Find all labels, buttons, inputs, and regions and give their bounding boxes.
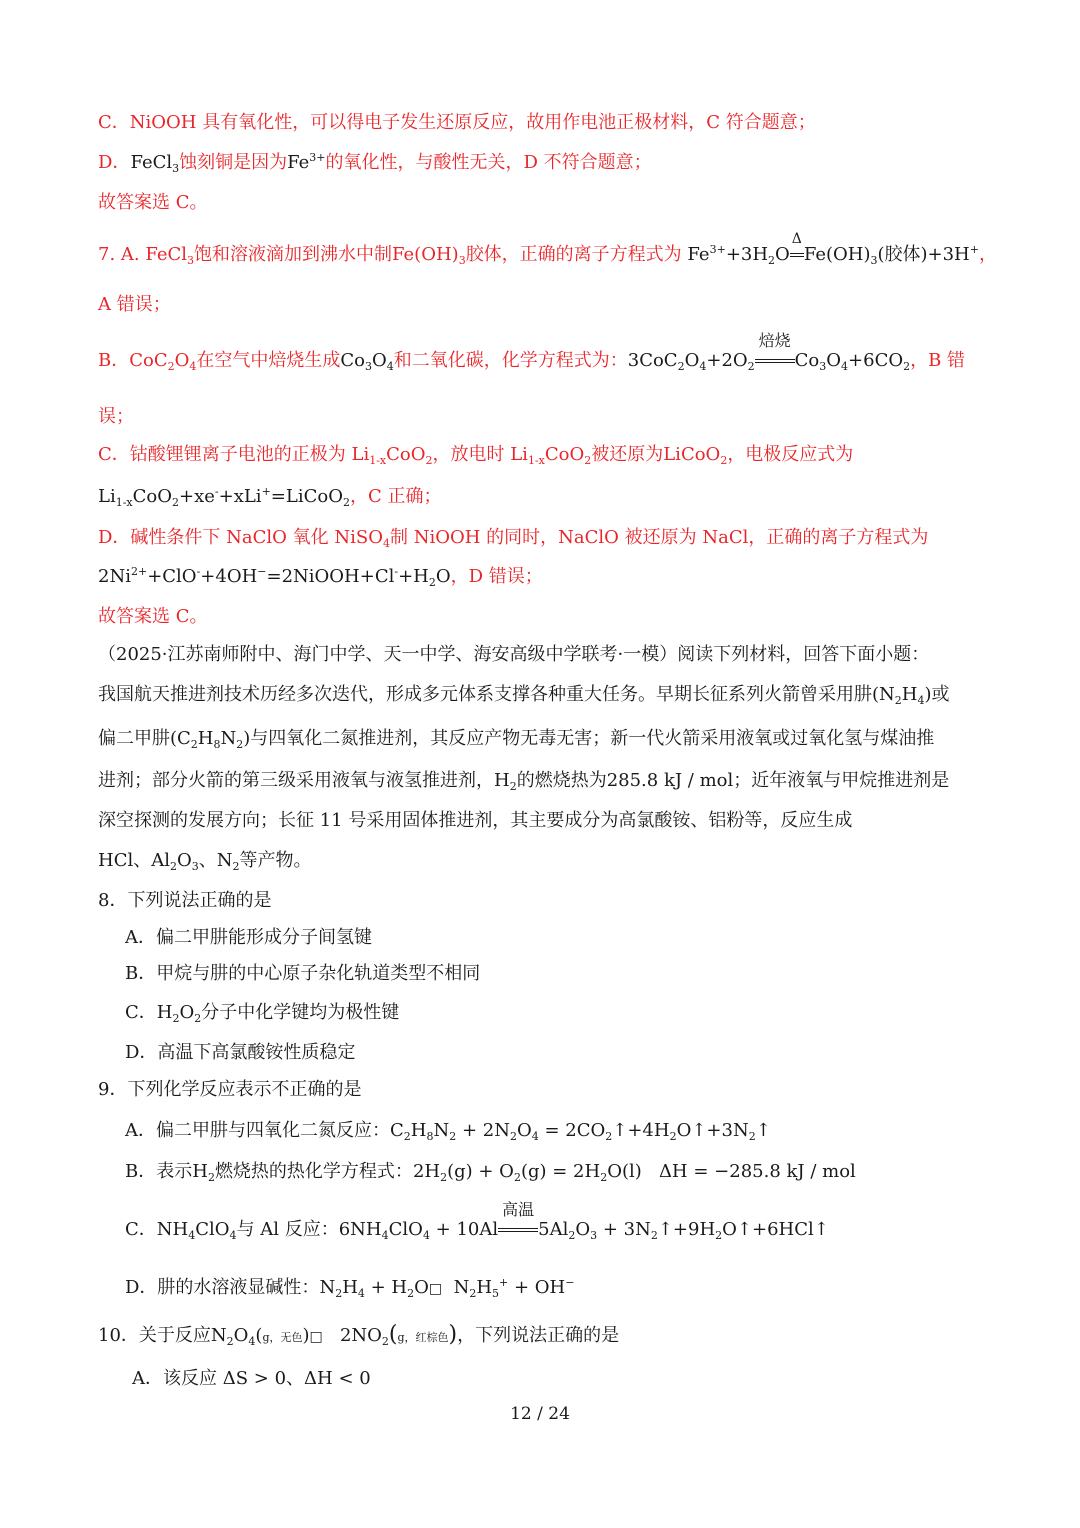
answer-c-line: [98, 110, 990, 136]
answer-conclusion: 故答案选 C。: [98, 192, 208, 213]
q9-option-d: D．肼的水溶液显碱性：$N_2H_4$ + $H_2O□$ $N_2H_5^+ + OH^-$: [125, 1276, 575, 1300]
q7-a-line: 7. A. FeCl$_3$饱和溶液滴加到沸水中制$Fe(OH)_3$胶体，正确的离子方程式为 $Fe^{3+}+3H_2O$ Δ $Fe(OH)_3$(胶体)+3H+，: [98, 231, 997, 267]
q7-c-equation: $Li_{1-x}CoO_2+xe^-+xLi^+=LiCoO_2$，C 正确；: [98, 485, 442, 509]
passage-line-1: 我国航天推进剂技术历经多次迭代，形成多元体系支撑各种重大任务。早期长征系列火箭曾采用肼$(N_2H_4)$或: [98, 684, 950, 707]
answer-c-text: C．NiOOH 具有氧化性，可以得电子发生还原反应，故用作电池正极材料，C 符合题意；: [98, 112, 816, 133]
q9-option-a: A．偏二甲肼与四氧化二氮反应：$C_2H_8N_2 + 2N_2O_4$ = $2CO_2↑+4H_2O↑+3N_2↑$: [125, 1120, 771, 1143]
q8-option-c: C．$H_2O_2$分子中化学键均为极性键: [125, 1002, 400, 1025]
q7-a-wrong: A 错误；: [98, 294, 171, 315]
q8-option-a: A．偏二甲肼能形成分子间氢键: [125, 927, 372, 948]
q8-option-b: B．甲烷与肼的中心原子杂化轨道类型不相同: [125, 963, 481, 984]
passage-line-2: 偏二甲肼$(C_2H_8N_2)$与四氧化二氮推进剂，其反应产物无毒无害；新一代火箭采用液氧或过氧化氢与煤油推: [98, 728, 935, 751]
answer-d-line: D．FeCl$_3$蚀刻铜是因为$Fe^{3+}$的氧化性，与酸性无关，D 不符合题意；: [98, 151, 652, 175]
q9-stem: 9．下列化学反应表示不正确的是: [98, 1079, 362, 1100]
q7-c-line: C．钴酸锂锂离子电池的正极为 $Li_{1-x}CoO_2$，放电时 $Li_{1-x}CoO_2$被还原为LiCoO$_2$，电极反应式为: [98, 444, 854, 467]
q7-conclusion: 故答案选 C。: [98, 606, 208, 627]
passage-line-4: 深空探测的发展方向；长征 11 号采用固体推进剂，其主要成分为高氯酸铵、铝粉等，反应生成: [98, 810, 853, 831]
q8-option-d: D．高温下高氯酸铵性质稳定: [125, 1042, 356, 1063]
q9-option-b: B．表示$H_2$燃烧热的热化学方程式：$2H_2(g) + O_2(g) = 2H_2O(l)$ ΔH = −285.8 kJ / mol: [125, 1161, 856, 1184]
q7-b-wrong: 误；: [98, 406, 134, 427]
passage-line-3: 进剂；部分火箭的第三级采用液氧与液氢推进剂，$H_2$的燃烧热为285.8 kJ / mol；近年液氧与甲烷推进剂是: [98, 770, 950, 793]
q10-stem: 10．关于反应$N_2O_4(g$，无色)□ $2NO_2(g$，红棕色)，下列说法正确的是: [98, 1322, 620, 1348]
passage-line-5: HCl、$Al_2O_3$、$N_2$等产物。: [98, 850, 312, 873]
q8-stem: 8．下列说法正确的是: [98, 890, 272, 911]
q7-b-line: B．$CoC_2O_4$在空气中焙烧生成$Co_3O_4$和二氧化碳，化学方程式为：$3CoC_2O_4+2O_2$ 焙烧 $Co_3O_4+6CO_2$，B 错: [98, 331, 966, 373]
passage-source: （2025·江苏南师附中、海门中学、天一中学、海安高级中学联考·一模）阅读下列材料，回答下面小题：: [98, 644, 930, 665]
q7-d-line: D．碱性条件下 NaClO 氧化 NiSO$_4$制 NiOOH 的同时，NaClO 被还原为 NaCl，正确的离子方程式为: [98, 527, 929, 550]
q7-d-equation: $2Ni^{2+}+ClO^-+4OH^-=2NiOOH+Cl^-+H_2O$，D 错误；: [98, 565, 543, 589]
page-number: 12 / 24: [510, 1404, 570, 1424]
q10-option-a: A．该反应 ΔS > 0、ΔH < 0: [132, 1368, 371, 1389]
q9-option-c: C．$NH_4ClO_4$与 Al 反应：$6NH_4ClO_4 + 10Al$ 高温 $5Al_2O_3$ + $3N_2↑+9H_2O↑+6HCl↑$: [125, 1200, 829, 1242]
